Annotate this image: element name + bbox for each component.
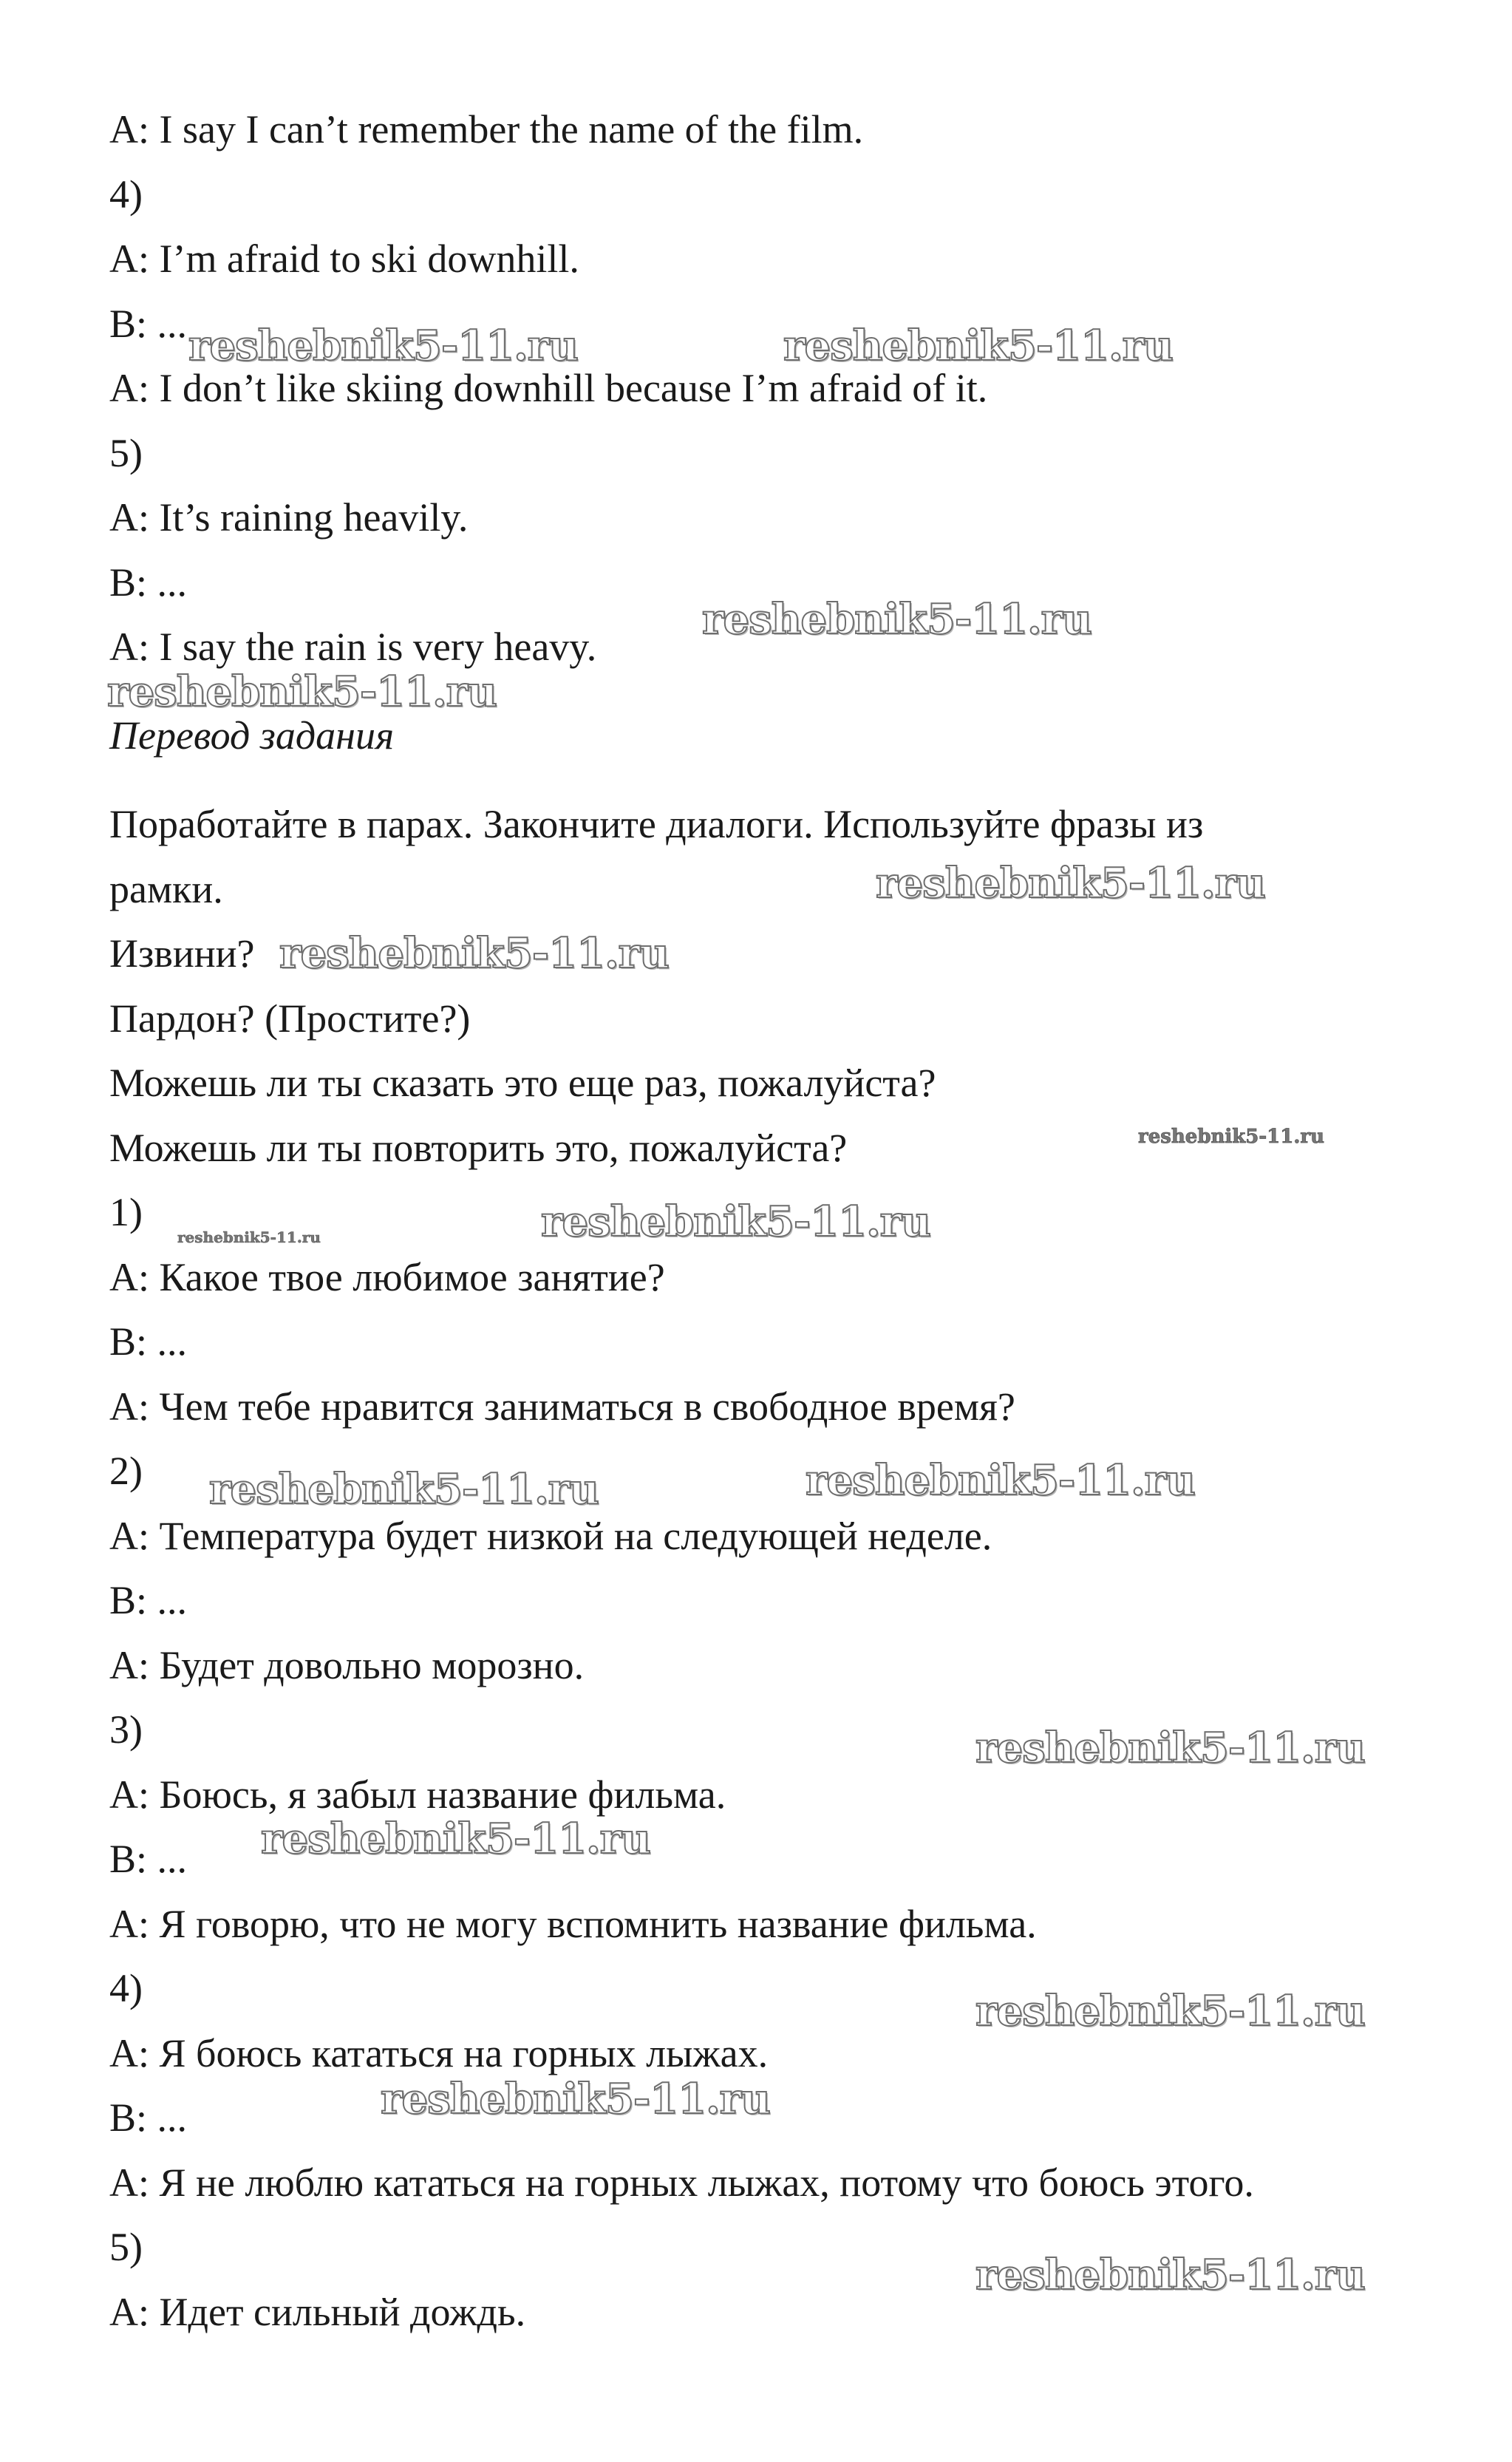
- dialogue-line: A: Будет довольно морозно.: [109, 1643, 585, 1687]
- english-line: B: ...: [109, 302, 188, 346]
- dialogue-line: A: Я говорю, что не могу вспомнить название фильма.: [109, 1902, 1037, 1946]
- dialogue-line: A: Чем тебе нравится заниматься в свободное время?: [109, 1384, 1015, 1429]
- english-line: A: I’m afraid to ski downhill.: [109, 237, 579, 281]
- dialogue-line: A: Какое твое любимое занятие?: [109, 1255, 665, 1299]
- watermark: reshebnik5-11.ru: [188, 322, 578, 370]
- watermark: reshebnik5-11.ru: [783, 322, 1173, 370]
- english-line: A: I say the rain is very heavy.: [109, 625, 597, 669]
- dialogue-line: B: ...: [109, 1837, 188, 1881]
- watermark: reshebnik5-11.ru: [1138, 1126, 1325, 1148]
- dialogue-number: 4): [109, 172, 143, 217]
- dialogue-line: B: ...: [109, 1578, 188, 1622]
- watermark: reshebnik5-11.ru: [541, 1197, 930, 1246]
- instruction-line: Поработайте в парах. Закончите диалоги. Используйте фразы из: [109, 802, 1204, 846]
- watermark: reshebnik5-11.ru: [177, 1228, 321, 1246]
- watermark: reshebnik5-11.ru: [975, 1987, 1365, 2036]
- dialogue-line: A: Боюсь, я забыл название фильма.: [109, 1772, 726, 1817]
- translation-heading: Перевод задания: [109, 713, 395, 758]
- dialogue-line: B: ...: [109, 1319, 188, 1364]
- watermark: reshebnik5-11.ru: [975, 1724, 1365, 1772]
- watermark: reshebnik5-11.ru: [806, 1456, 1195, 1505]
- instruction-line: рамки.: [109, 867, 223, 911]
- dialogue-number: 1): [109, 1190, 143, 1234]
- watermark: reshebnik5-11.ru: [107, 667, 497, 716]
- english-line: A: It’s raining heavily.: [109, 495, 469, 540]
- english-line: B: ...: [109, 560, 188, 605]
- dialogue-number: 5): [109, 2225, 143, 2269]
- watermark: reshebnik5-11.ru: [702, 595, 1092, 644]
- dialogue-number: 2): [109, 1449, 143, 1493]
- dialogue-number: 4): [109, 1966, 143, 2010]
- dialogue-line: A: Я не люблю кататься на горных лыжах, потому что боюсь этого.: [109, 2160, 1254, 2205]
- phrase-item: Можешь ли ты повторить это, пожалуйста?: [109, 1126, 848, 1170]
- phrase-item: Можешь ли ты сказать это еще раз, пожалуйста?: [109, 1061, 936, 1105]
- dialogue-line: A: Я боюсь кататься на горных лыжах.: [109, 2031, 769, 2075]
- english-line: A: I say I can’t remember the name of the film.: [109, 107, 864, 152]
- dialogue-line: A: Температура будет низкой на следующей неделе.: [109, 1514, 992, 1558]
- watermark: reshebnik5-11.ru: [261, 1815, 650, 1863]
- watermark: reshebnik5-11.ru: [279, 929, 669, 978]
- dialogue-number: 5): [109, 431, 143, 475]
- watermark: reshebnik5-11.ru: [209, 1465, 599, 1514]
- phrase-item: Пардон? (Простите?): [109, 996, 471, 1041]
- english-line: A: I don’t like skiing downhill because I’m afraid of it.: [109, 366, 988, 410]
- dialogue-line: B: ...: [109, 2095, 188, 2140]
- dialogue-number: 3): [109, 1707, 143, 1752]
- dialogue-line: A: Идет сильный дождь.: [109, 2290, 526, 2334]
- watermark: reshebnik5-11.ru: [876, 859, 1265, 908]
- watermark: reshebnik5-11.ru: [975, 2251, 1365, 2299]
- phrase-item: Извини?: [109, 931, 255, 976]
- watermark: reshebnik5-11.ru: [381, 2075, 770, 2123]
